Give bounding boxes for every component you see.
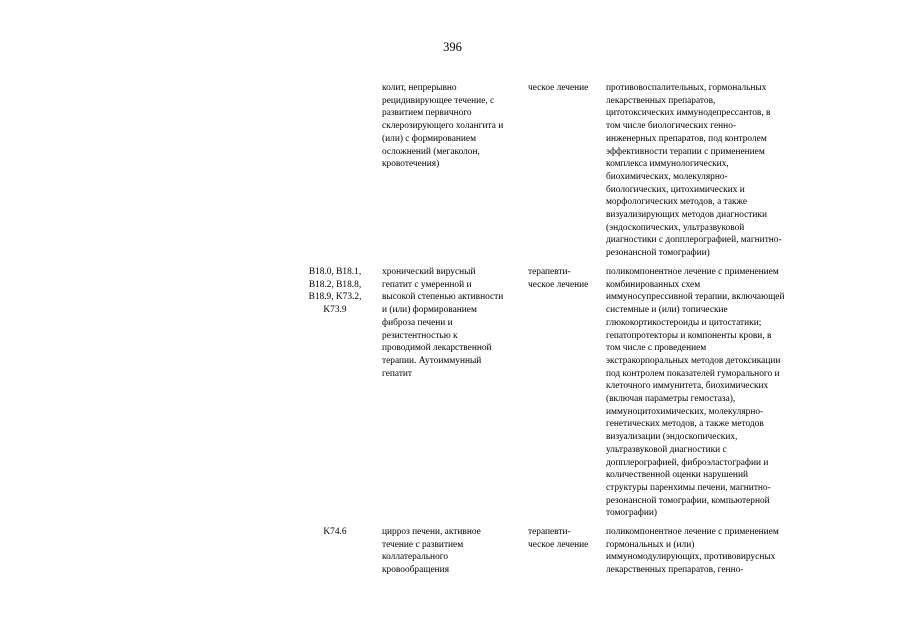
method-cell: противовоспалительных, гормональных лекарственных препаратов, цитотоксических иммунодепрессантов, в том числе биологических генно- инженерных препаратов, под контролем эффективности терапии с применением комплекса иммунологических, биохимических, молекулярно- биологических, цитохимических и морфологических методов, а также визуализирующих методов диагностики (эндоскопических, ультразвуковой диагностики с допплерографией, магнитно- резонансной томографии) bbox=[606, 83, 782, 259]
method-cell: поликомпонентное лечение с применением гормональных и (или) иммуномодулирующих, противовирусных лекарственных препаратов, генно- bbox=[606, 527, 779, 576]
diagnosis-cell: хронический вирусный гепатит с умеренной и высокой степенью активности и (или) формированием фиброза печени и резистентностью к проводимой лекарственной терапии. Аутоиммунный гепатит bbox=[382, 267, 504, 379]
page-number: 396 bbox=[443, 40, 462, 54]
diagnosis-cell: колит, непрерывно рецидивирующее течение, с развитием первичного склерозирующего холангита и (или) с формированием осложнений (мегаколон, кровотечения) bbox=[382, 83, 504, 170]
icd-code-cell: K74.6 bbox=[323, 527, 347, 537]
method-cell: поликомпонентное лечение с применением комбинированных схем иммуносупрессивной терапии, включающей системные и (или) топические глюкокортикостероиды и цитостатики; гепатопротекторы и компоненты крови, в том числе с проведением экстракорпоральных методов детоксикации под контролем показателей гуморального и клеточного иммунитета, биохимических (включая параметры гемостаза), иммуноцитохимических, молекулярно- генетических методов, а также методов визуализации (эндоскопических, ультразвуковой диагностики с допплерографией, фиброэластографии и количественной оценки нарушений структуры паренхимы печени, магнитно- резонансной томографии, компьютерной томографии) bbox=[606, 267, 785, 519]
icd-code-cell: B18.0, B18.1, B18.2, B18.8, B18.9, K73.2, K73.9 bbox=[308, 267, 362, 316]
treatment-type-cell: терапевти- ческое лечение bbox=[528, 267, 589, 290]
treatment-type-cell: ческое лечение bbox=[528, 83, 589, 93]
diagnosis-cell: цирроз печени, активное течение с развитием коллатерального кровообращения bbox=[382, 527, 481, 576]
treatment-type-cell: терапевти- ческое лечение bbox=[528, 527, 589, 550]
